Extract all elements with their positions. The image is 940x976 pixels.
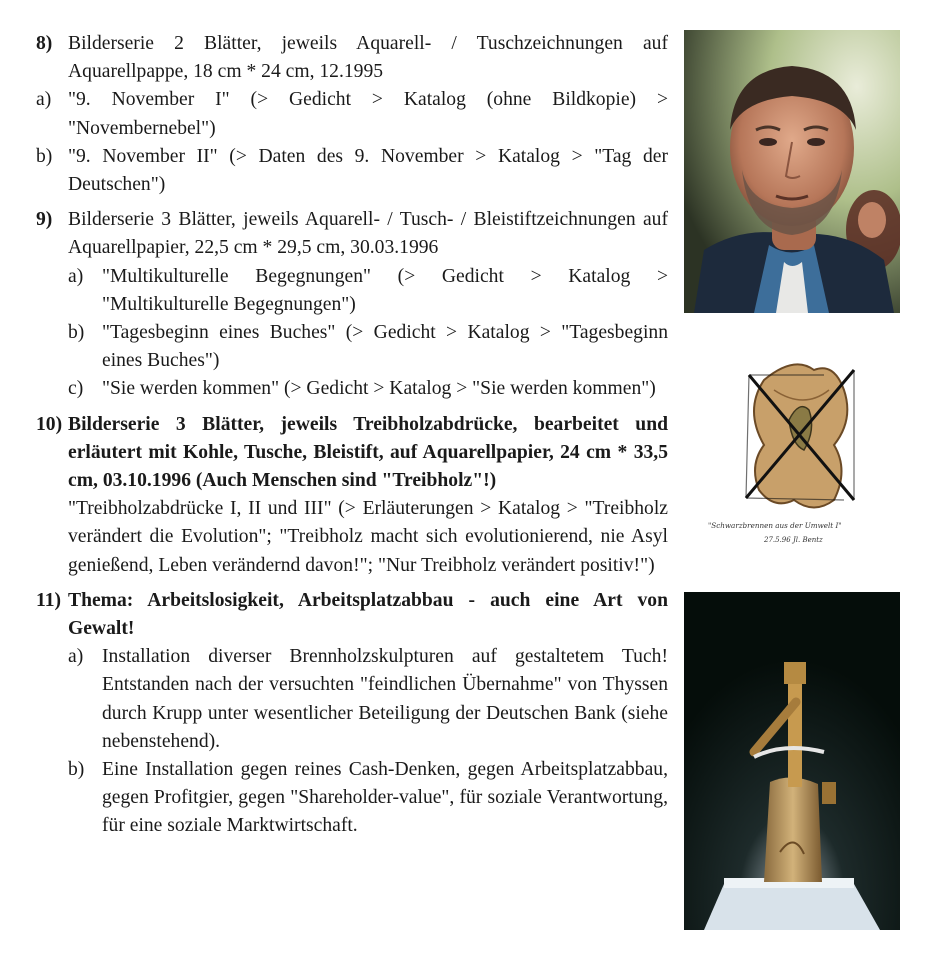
sub-text: Eine Installation gegen reines Cash-Denken, gegen Arbeitsplatzabbau, gegen Profitgier, gegen "Shareholder-value", für soziale Verantwortung, für eine soziale Marktwirtschaft. [102, 759, 668, 837]
sculpture-photo [684, 592, 900, 930]
drawing-illustration [704, 350, 900, 560]
catalog-item-9 [36, 206, 668, 262]
sub-letter: a) [68, 646, 84, 668]
sub-text: Installation diverser Brennholzskulpturen auf gestaltetem Tuch! Entstanden nach der versuchten "feindlichen Übernahme" von Thyssen durch Krupp unter wesentlicher Beteiligung der Deutschen Bank (siehe nebenstehend). [102, 646, 668, 752]
sub-item-8a [36, 86, 668, 142]
sub-item-9b [68, 319, 668, 375]
sub-text: "9. November II" (> Daten des 9. November > Katalog > "Tag der Deutschen") [68, 145, 668, 196]
sub-item-11a [68, 643, 668, 756]
catalog-text-column [36, 30, 668, 841]
sub-item-9a [68, 263, 668, 319]
item-description: Bilderserie 3 Blätter, jeweils Treibholzabdrücke, bearbeitet und erläutert mit Kohle, Tusche, Bleistift, auf Aquarellpapier, 24 cm * 33,5 cm, 03.10.1996 (Auch Menschen sind "Treibholz"!) [68, 413, 668, 492]
sub-text: "Multikulturelle Begegnungen" (> Gedicht > Katalog > "Multikulturelle Begegnungen") [102, 265, 668, 315]
catalog-item-10 [36, 411, 668, 580]
sub-item-11b [68, 756, 668, 841]
item-number: 10) [36, 413, 63, 435]
catalog-item-8 [36, 30, 668, 86]
catalog-item-11 [36, 587, 668, 643]
item-number: 11) [36, 589, 62, 611]
artist-portrait-photo [684, 30, 900, 313]
item-description: Thema: Arbeitslosigkeit, Arbeitsplatzabbau - auch eine Art von Gewalt! [68, 589, 668, 640]
sub-letter: b) [68, 759, 85, 781]
item-description: Bilderserie 3 Blätter, jeweils Aquarell- / Tusch- / Bleistiftzeichnungen auf Aquarellpapier, 22,5 cm * 29,5 cm, 30.03.1996 [68, 209, 668, 259]
item-detail-paragraph: "Treibholzabdrücke I, II und III" (> Erläuterungen > Katalog > "Treibholz verändert die Evolution"; "Treibholz macht sich evolutionierend, nie Asyl genießend, Leben verändernd davon!"; "Nur Treibholz verändert positiv!") [68, 498, 668, 576]
sub-text: "Tagesbeginn eines Buches" (> Gedicht > Katalog > "Tagesbeginn eines Buches") [102, 322, 668, 372]
sub-letter: b) [68, 322, 85, 344]
sub-letter: c) [68, 378, 84, 400]
sculpture-illustration [684, 592, 900, 930]
sub-letter: a) [68, 265, 84, 287]
drawing-signature: 27.5.96 Jl. Bentz [764, 536, 823, 544]
item-number: 8) [36, 33, 53, 54]
driftwood-drawing [704, 350, 900, 560]
sub-letter: a) [36, 89, 52, 111]
sub-item-9c [68, 375, 668, 403]
drawing-caption: "Schwarzbrennen aus der Umwelt I" [708, 521, 842, 530]
sub-item-8b [36, 143, 668, 199]
sub-text: "9. November I" (> Gedicht > Katalog (ohne Bildkopie) > "Novembernebel") [68, 89, 668, 139]
item-description: Bilderserie 2 Blätter, jeweils Aquarell- / Tuschzeichnungen auf Aquarellpappe, 18 cm * 24 cm, 12.1995 [68, 33, 668, 83]
item-number: 9) [36, 209, 53, 231]
portrait-illustration [684, 30, 900, 313]
sub-text: "Sie werden kommen" (> Gedicht > Katalog > "Sie werden kommen") [102, 378, 656, 400]
sub-letter: b) [36, 145, 53, 167]
